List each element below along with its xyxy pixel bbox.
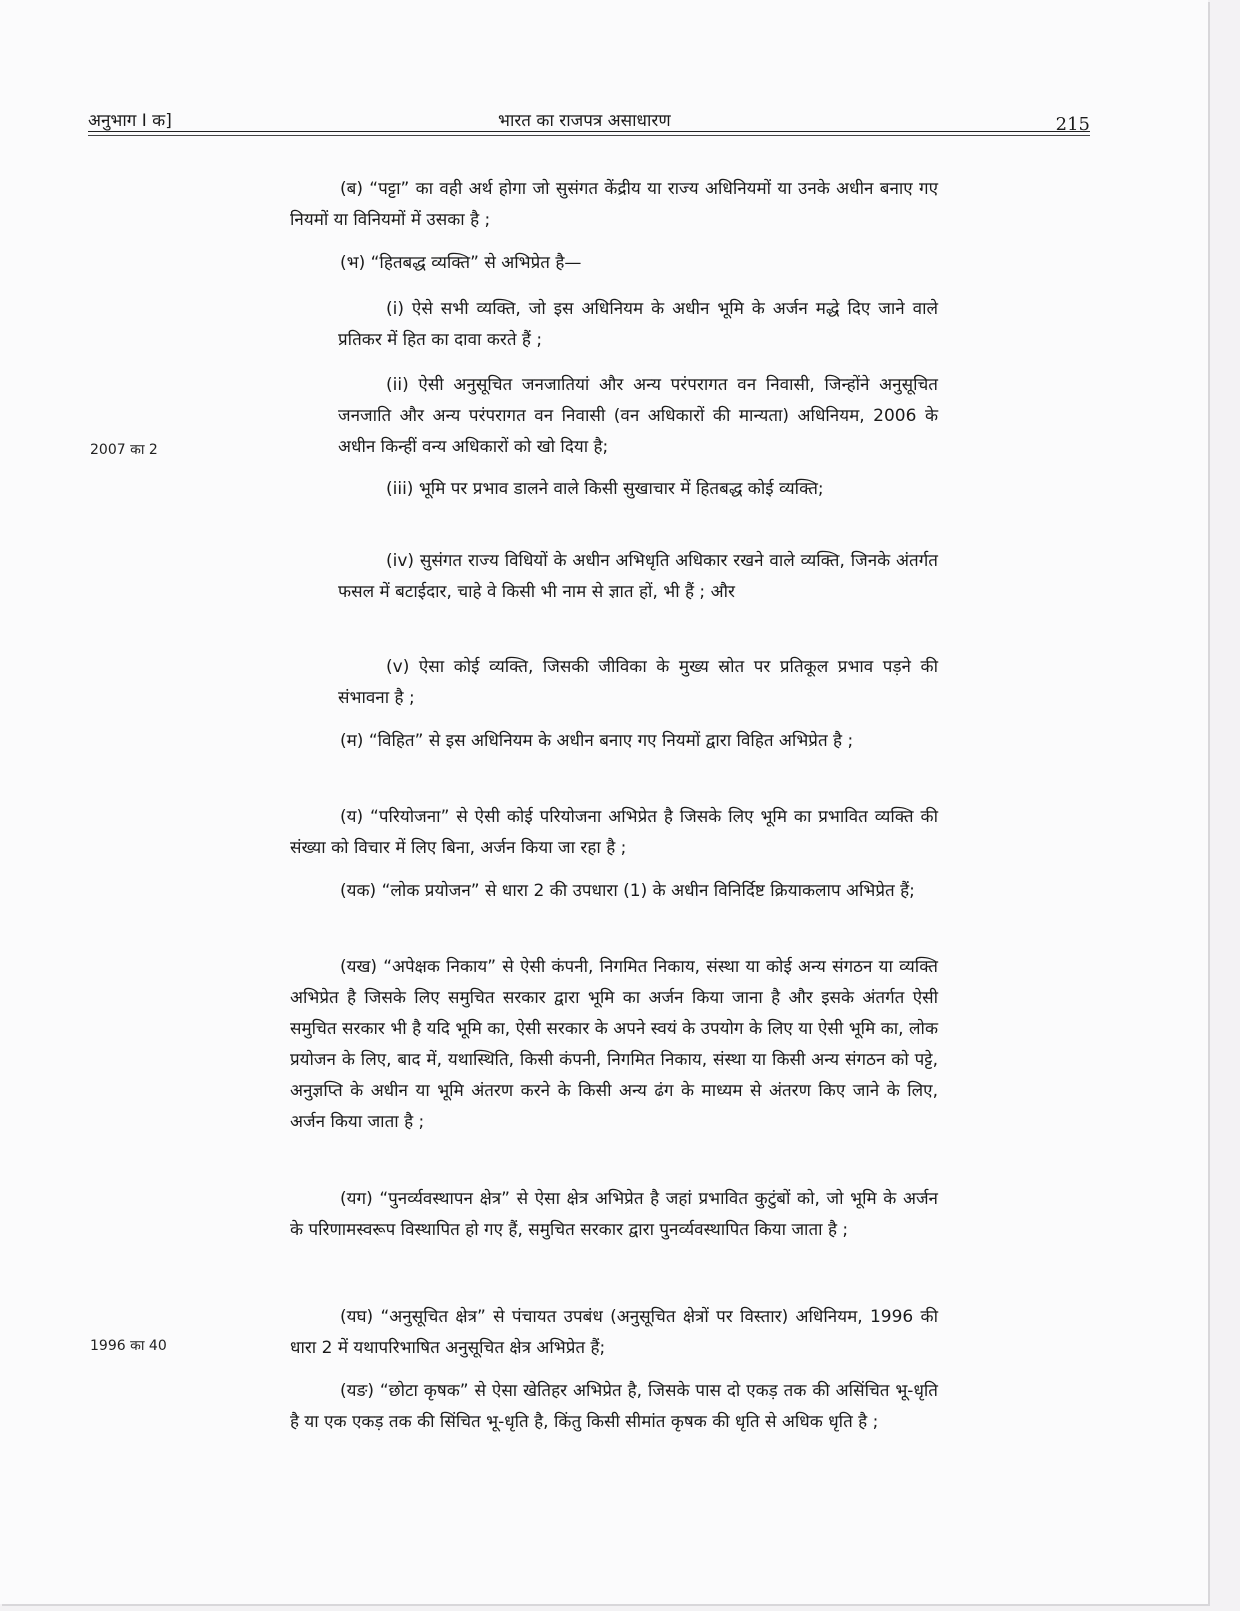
sub-clause-i: (i) ऐसे सभी व्यक्ति, जो इस अधिनियम के अधीन भूमि के अर्जन मद्धे दिए जाने वाले प्रतिकर में हित का दावा करते हैं ; <box>338 299 938 350</box>
clause-m: (म) “विहित” से इस अधिनियम के अधीन बनाए गए नियमों द्वारा विहित अभिप्रेत है ; <box>340 731 854 751</box>
clause-ygh: (यघ) “अनुसूचित क्षेत्र” से पंचायत उपबंध (अनुसूचित क्षेत्रों पर विस्तार) अधिनियम, 1996 की धारा 2 में यथापरिभाषित अनुसूचित क्षेत्र अभिप्रेत हैं; <box>290 1307 938 1358</box>
sub-clause-ii: (ii) ऐसी अनुसूचित जनजातियां और अन्य परंपरागत वन निवासी, जिन्होंने अनुसूचित जनजाति और अन्य परंपरागत वन निवासी (वन अधिकारों की मान्यता) अधिनियम, 2006 के अधीन किन्हीं वन्य अधिकारों को खो दिया है; <box>338 375 938 457</box>
header-section: अनुभाग I क] <box>88 111 172 131</box>
clause-yn: (यङ) “छोटा कृषक” से ऐसा खेतिहर अभिप्रेत है, जिसके पास दो एकड़ तक की असिंचित भू-धृति है या एक एकड़ तक की सिंचित भू-धृति है, किंतु किसी सीमांत कृषक की धृति से अधिक धृति है ; <box>290 1381 938 1432</box>
sub-clause-iii: (iii) भूमि पर प्रभाव डालने वाले किसी सुखाचार में हितबद्ध कोई व्यक्ति; <box>386 479 824 499</box>
header-rule <box>88 131 1090 132</box>
margin-note-act-2007: 2007 का 2 <box>90 442 158 458</box>
header-rule-thin <box>88 135 1090 136</box>
page-header <box>88 104 1090 144</box>
sub-clause-v: (v) ऐसा कोई व्यक्ति, जिसकी जीविका के मुख्य स्रोत पर प्रतिकूल प्रभाव पड़ने की संभावना है ; <box>338 657 938 708</box>
sub-clause-iv: (iv) सुसंगत राज्य विधियों के अधीन अभिधृति अधिकार रखने वाले व्यक्ति, जिनके अंतर्गत फसल में बटाईदार, चाहे वे किसी भी नाम से ज्ञात हों, भी हैं ; और <box>338 551 938 602</box>
clause-bh: (भ) “हितबद्ध व्यक्ति” से अभिप्रेत है— <box>340 253 582 273</box>
clause-ykh: (यख) “अपेक्षक निकाय” से ऐसी कंपनी, निगमित निकाय, संस्था या कोई अन्य संगठन या व्यक्ति अभिप्रेत है जिसके लिए समुचित सरकार द्वारा भूमि का अर्जन किया जाना है और इसके अंतर्गत ऐसी समुचित सरकार भी है यदि भूमि का, ऐसी सरकार के अपने स्वयं के उपयोग के लिए या ऐसी भूमि का, लोक प्रयोजन के लिए, बाद में, यथास्थिति, किसी कंपनी, निगमित निकाय, संस्था या किसी अन्य संगठन को पट्टे, अनुज्ञप्ति के अधीन या भूमि अंतरण करने के किसी अन्य ढंग के माध्यम से अंतरण किए जाने के लिए, अर्जन किया जाता है ; <box>290 957 938 1132</box>
page-number: 215 <box>1055 114 1090 135</box>
clause-yk: (यक) “लोक प्रयोजन” से धारा 2 की उपधारा (1) के अधीन विनिर्दिष्ट क्रियाकलाप अभिप्रेत हैं; <box>340 881 915 901</box>
header-title: भारत का राजपत्र असाधारण <box>498 111 671 131</box>
clause-b: (ब) “पट्टा” का वही अर्थ होगा जो सुसंगत केंद्रीय या राज्य अधिनियमों या उनके अधीन बनाए गए नियमों या विनियमों में उसका है ; <box>290 179 938 230</box>
clause-yg: (यग) “पुनर्व्यवस्थापन क्षेत्र” से ऐसा क्षेत्र अभिप्रेत है जहां प्रभावित कुटुंबों को, जो भूमि के अर्जन के परिणामस्वरूप विस्थापित हो गए हैं, समुचित सरकार द्वारा पुनर्व्यवस्थापित किया जाता है ; <box>290 1189 938 1240</box>
margin-note-act-1996: 1996 का 40 <box>90 1338 167 1354</box>
clause-y: (य) “परियोजना” से ऐसी कोई परियोजना अभिप्रेत है जिसके लिए भूमि का प्रभावित व्यक्ति की संख्या को विचार में लिए बिना, अर्जन किया जा रहा है ; <box>290 807 938 858</box>
